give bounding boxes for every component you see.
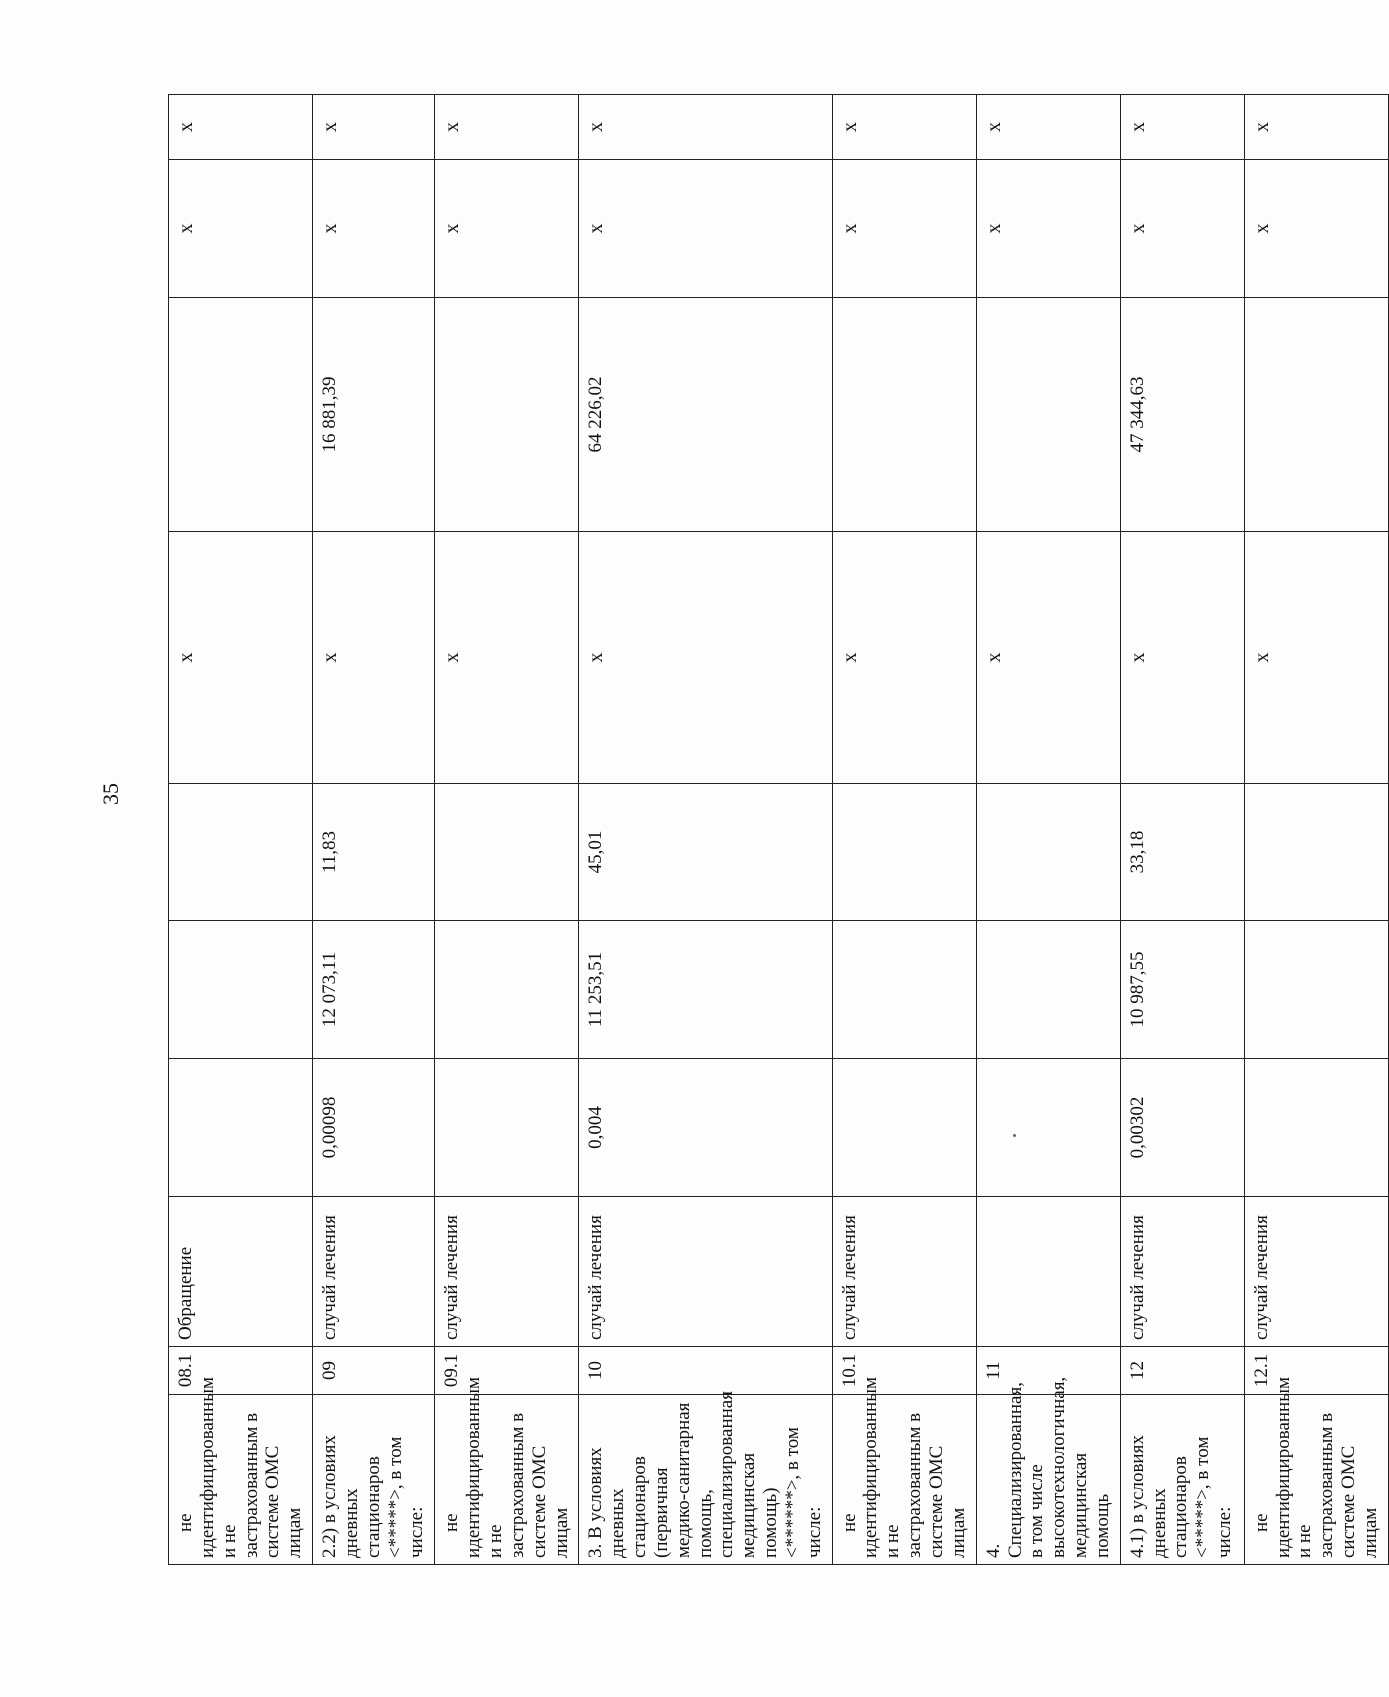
row-col9-cell (313, 95, 435, 160)
row-name-cell (1120, 1395, 1244, 1565)
row-name-cell (313, 1395, 435, 1565)
cell-text: случай лечения (838, 1215, 860, 1340)
cell-text: х (175, 652, 197, 663)
row-name-cell (435, 1376, 579, 1565)
cell-text: х (838, 122, 861, 132)
row-col9-cell (1120, 95, 1244, 160)
row-volume-cell (976, 1059, 1120, 1197)
row-volume-cell (313, 1059, 435, 1197)
row-col7-cell (1244, 298, 1388, 532)
cell-text: х (585, 223, 608, 234)
row-col7-cell (976, 298, 1120, 532)
row-col6-cell (1244, 532, 1388, 784)
row-norm-cell (313, 784, 435, 921)
row-unit-cell (579, 1197, 832, 1347)
row-norm-cell (976, 784, 1120, 921)
cell-text: не идентифицированным и не застрахованным в системе ОМС лицам (1250, 1376, 1381, 1558)
cell-text: х (982, 223, 1005, 234)
cell-text: х (1126, 652, 1149, 663)
row-unit-cell (1244, 1197, 1388, 1347)
row-cost-cell (313, 921, 435, 1059)
cell-text: 12.1 (1250, 1353, 1272, 1388)
row-cost-cell (169, 921, 313, 1059)
cell-text: х (982, 652, 1005, 663)
row-code-cell (313, 1347, 435, 1395)
row-norm-cell (832, 784, 976, 921)
row-name-cell (976, 1376, 1120, 1565)
row-col8-cell (976, 160, 1120, 298)
table-row (832, 95, 976, 1565)
cell-text: х (319, 223, 342, 234)
row-norm-cell (169, 784, 313, 921)
cell-text: х (319, 122, 342, 132)
table-row (1244, 95, 1388, 1565)
cell-text: х (585, 122, 608, 132)
row-col9-cell (435, 95, 579, 160)
row-cost-cell (832, 921, 976, 1059)
row-name-cell (1244, 1376, 1388, 1565)
data-table (168, 94, 1389, 1565)
row-col6-cell (435, 532, 579, 784)
row-col9-cell (579, 95, 832, 160)
row-unit-cell (435, 1197, 579, 1347)
cell-text: не идентифицированным и не застрахованным в системе ОМС лицам (175, 1376, 306, 1558)
row-unit-cell (313, 1197, 435, 1347)
row-name-cell (579, 1391, 832, 1565)
cell-text: 64 226,02 (585, 376, 607, 453)
cell-text: случай лечения (319, 1215, 341, 1340)
row-col8-cell (435, 160, 579, 298)
row-col8-cell (169, 160, 313, 298)
table-row (435, 95, 579, 1565)
row-volume-cell (435, 1059, 579, 1197)
cell-text: 2.2) в условиях дневных стационаров <*****>, в том числе: (319, 1435, 428, 1558)
cell-text: 10.1 (838, 1353, 860, 1388)
cell-text: не идентифицированным и не застрахованным в системе ОМС лицам (441, 1376, 572, 1558)
cell-text: 33,18 (1126, 830, 1148, 874)
row-name-cell (169, 1376, 313, 1565)
cell-text: случай лечения (441, 1215, 463, 1340)
row-norm-cell (1120, 784, 1244, 921)
row-volume-cell (1120, 1059, 1244, 1197)
cell-text: х (1250, 652, 1273, 663)
cell-text: х (838, 223, 861, 234)
row-cost-cell (435, 921, 579, 1059)
cell-text: 12 (1126, 1361, 1148, 1380)
row-volume-cell (1244, 1059, 1388, 1197)
row-col7-cell (1120, 298, 1244, 532)
cell-text: х (1126, 122, 1149, 132)
row-col7-cell (313, 298, 435, 532)
row-col7-cell (169, 298, 313, 532)
table-row (976, 95, 1120, 1565)
cell-text: 08.1 (175, 1353, 196, 1388)
table-row (1120, 95, 1244, 1565)
cell-text: 12 073,11 (319, 951, 341, 1028)
cell-text: 47 344,63 (1126, 376, 1148, 453)
cell-text: х (982, 122, 1005, 132)
row-col8-cell (579, 160, 832, 298)
cell-text: х (441, 122, 464, 132)
cell-text: случай лечения (1250, 1215, 1272, 1340)
cell-text: х (1250, 122, 1273, 132)
rotated-table-container (168, 95, 1381, 1565)
row-col9-cell (169, 95, 313, 160)
row-unit-cell (976, 1197, 1120, 1347)
row-volume-cell (832, 1059, 976, 1197)
cell-text: х (175, 223, 197, 234)
cell-text: Обращение (175, 1246, 196, 1340)
cell-text: 09.1 (441, 1353, 463, 1388)
row-col9-cell (1244, 95, 1388, 160)
row-code-cell (1244, 1347, 1388, 1395)
row-col6-cell (832, 532, 976, 784)
cell-text: х (1126, 223, 1149, 234)
row-code-cell (169, 1347, 313, 1395)
cell-text: 0,004 (585, 1106, 607, 1149)
row-col7-cell (832, 298, 976, 532)
cell-text: х (319, 652, 342, 663)
row-cost-cell (976, 921, 1120, 1059)
row-norm-cell (1244, 784, 1388, 921)
row-code-cell (832, 1347, 976, 1395)
cell-text: 3. В условиях дневных стационаров (первичная медико-санитарная помощь, специализированная медицинская помощь) <******>, в том числе: (585, 1391, 825, 1558)
cell-text: 10 987,55 (1126, 951, 1148, 1028)
row-col9-cell (976, 95, 1120, 160)
row-unit-cell (1120, 1197, 1244, 1347)
cell-text: случай лечения (585, 1215, 607, 1340)
cell-text: х (838, 652, 861, 663)
row-cost-cell (1120, 921, 1244, 1059)
row-name-cell (832, 1376, 976, 1565)
row-code-cell (579, 1347, 832, 1395)
cell-text: 0,00302 (1126, 1096, 1148, 1159)
cell-text: не идентифицированным и не застрахованным в системе ОМС лицам (838, 1376, 969, 1558)
cell-text: 10 (585, 1361, 607, 1380)
row-unit-cell (832, 1197, 976, 1347)
cell-text: х (441, 652, 464, 663)
cell-text: 45,01 (585, 830, 607, 874)
row-col6-cell (976, 532, 1120, 784)
row-col8-cell (1120, 160, 1244, 298)
row-code-cell (1120, 1347, 1244, 1395)
cell-text: х (441, 223, 464, 234)
row-col6-cell (579, 532, 832, 784)
cell-text: 4.1) в условиях дневных стационаров <*****>, в том числе: (1126, 1435, 1236, 1558)
row-col8-cell (1244, 160, 1388, 298)
row-unit-cell (169, 1197, 313, 1347)
cell-text: 4. Специализированная, в том числе высокотехнологичная, медицинская помощь (982, 1376, 1113, 1558)
row-col6-cell (169, 532, 313, 784)
table-row (169, 95, 313, 1565)
row-cost-cell (1244, 921, 1388, 1059)
cell-text: 16 881,39 (319, 376, 341, 453)
row-col8-cell (832, 160, 976, 298)
row-col6-cell (313, 532, 435, 784)
cell-text: х (175, 122, 197, 132)
row-cost-cell (579, 921, 832, 1059)
cell-text: 0,00098 (319, 1096, 341, 1159)
table-row (313, 95, 435, 1565)
cell-text: х (585, 652, 608, 663)
cell-text: 11 253,51 (585, 951, 607, 1028)
page-number: 35 (98, 783, 123, 805)
row-code-cell (435, 1347, 579, 1395)
row-col9-cell (832, 95, 976, 160)
row-norm-cell (579, 784, 832, 921)
cell-text: 11,83 (319, 830, 341, 874)
row-col7-cell (435, 298, 579, 532)
row-volume-cell (169, 1059, 313, 1197)
cell-text: случай лечения (1126, 1215, 1148, 1340)
row-volume-cell (579, 1059, 832, 1197)
cell-text: 11 (982, 1361, 1004, 1380)
row-norm-cell (435, 784, 579, 921)
row-col7-cell (579, 298, 832, 532)
row-col6-cell (1120, 532, 1244, 784)
table-row (579, 95, 832, 1565)
cell-text: х (1250, 223, 1273, 234)
cell-text: 09 (319, 1361, 341, 1380)
row-col8-cell (313, 160, 435, 298)
scan-dot (1013, 1134, 1016, 1137)
